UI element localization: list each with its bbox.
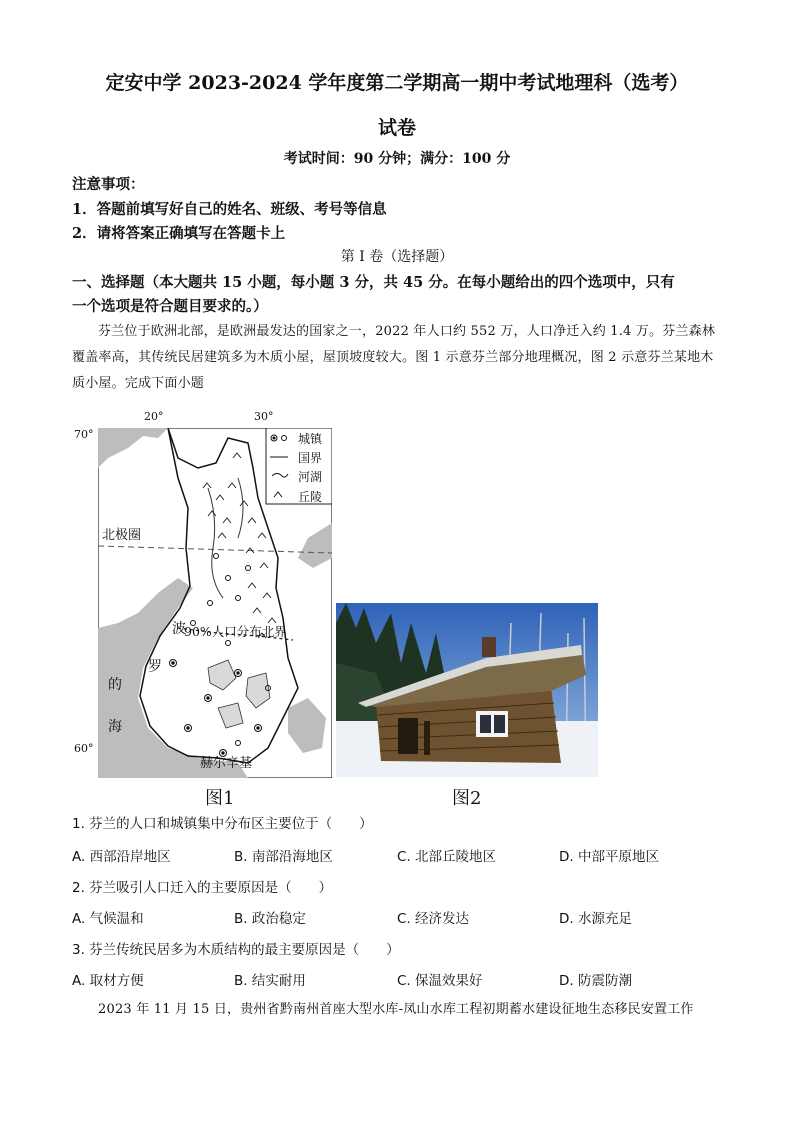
- sea-label: 的: [108, 677, 122, 693]
- option-d: D. 防震防潮: [559, 973, 632, 989]
- section-instructions: 一、选择题（本大题共 15 小题，每小题 3 分，共 45 分。在每小题给出的四个选项中，只有: [72, 274, 675, 291]
- option-a: A. 取材方便: [72, 973, 144, 989]
- lon-label: 20°: [144, 410, 164, 423]
- legend-town: 城镇: [298, 432, 323, 446]
- cabin-door: [398, 718, 418, 754]
- passage-text: 芬兰位于欧洲北部，是欧洲最发达的国家之一，2022 年人口约 552 万，人口净迁入约 1.4 万。芬兰森林覆盖率高，其传统民居建筑多为木质小屋，屋顶坡度较大。图 1 示意芬兰部分地理概况，图 2 示意芬兰某地木质小屋。完成下面小题: [72, 324, 716, 391]
- option-d: D. 水源充足: [559, 911, 632, 927]
- option-b: B. 政治稳定: [234, 911, 306, 927]
- notice-heading: 注意事项：: [72, 176, 145, 193]
- map-svg: [98, 428, 332, 778]
- next-passage-text: 2023 年 11 月 15 日，贵州省黔南州首座大型水库-凤山水库工程初期蓄水建设征地生态移民安置工作: [98, 1002, 694, 1017]
- notice-item: 2．请将答案正确填写在答题卡上: [72, 225, 286, 242]
- question-stem: 1. 芬兰的人口和城镇集中分布区主要位于（ ）: [72, 816, 373, 832]
- legend-river-lake: 河湖: [298, 470, 323, 484]
- part-title: 第 I 卷（选择题）: [340, 249, 454, 265]
- sea-label: 罗: [148, 659, 162, 675]
- cabin-photo: [336, 603, 598, 777]
- sea-label: 海: [108, 719, 122, 735]
- figure2-caption: 图2: [452, 788, 482, 809]
- notice-item: 1．答题前填写好自己的姓名、班级、考号等信息: [72, 201, 387, 218]
- question-stem: 2. 芬兰吸引人口迁入的主要原因是（ ）: [72, 880, 333, 896]
- chimney: [482, 637, 496, 657]
- lat-label: 60°: [74, 742, 94, 755]
- figure1-caption: 图1: [205, 788, 235, 809]
- option-b: B. 结实耐用: [234, 973, 306, 989]
- sea-label: 波: [172, 621, 186, 637]
- exam-info: 考试时间：90 分钟；满分：100 分: [283, 151, 511, 167]
- option-a: A. 气候温和: [72, 911, 144, 927]
- option-c: C. 经济发达: [397, 911, 470, 927]
- option-c: C. 北部丘陵地区: [397, 849, 497, 865]
- option-d: D. 中部平原地区: [559, 849, 659, 865]
- legend-hill: 丘陵: [298, 490, 323, 504]
- option-c: C. 保温效果好: [397, 973, 483, 989]
- lon-label: 30°: [254, 410, 274, 423]
- question-stem: 3. 芬兰传统民居多为木质结构的最主要原因是（ ）: [72, 942, 400, 958]
- page-title-line1: 定安中学 2023-2024 学年度第二学期高一期中考试地理科（选考）: [105, 72, 689, 94]
- population-line-label: 90%人口分布北界: [184, 624, 287, 639]
- option-b: B. 南部沿海地区: [234, 849, 333, 865]
- section-instructions: 一个选项是符合题目要求的。）: [72, 298, 268, 315]
- capital-label: 赫尔辛基: [200, 756, 253, 771]
- legend-border: 国界: [298, 451, 323, 465]
- lat-label: 70°: [74, 428, 94, 441]
- arctic-circle-label: 北极圈: [102, 528, 142, 543]
- map-figure: [70, 408, 340, 788]
- page-title-line2: 试卷: [377, 117, 416, 139]
- option-a: A. 西部沿岸地区: [72, 849, 171, 865]
